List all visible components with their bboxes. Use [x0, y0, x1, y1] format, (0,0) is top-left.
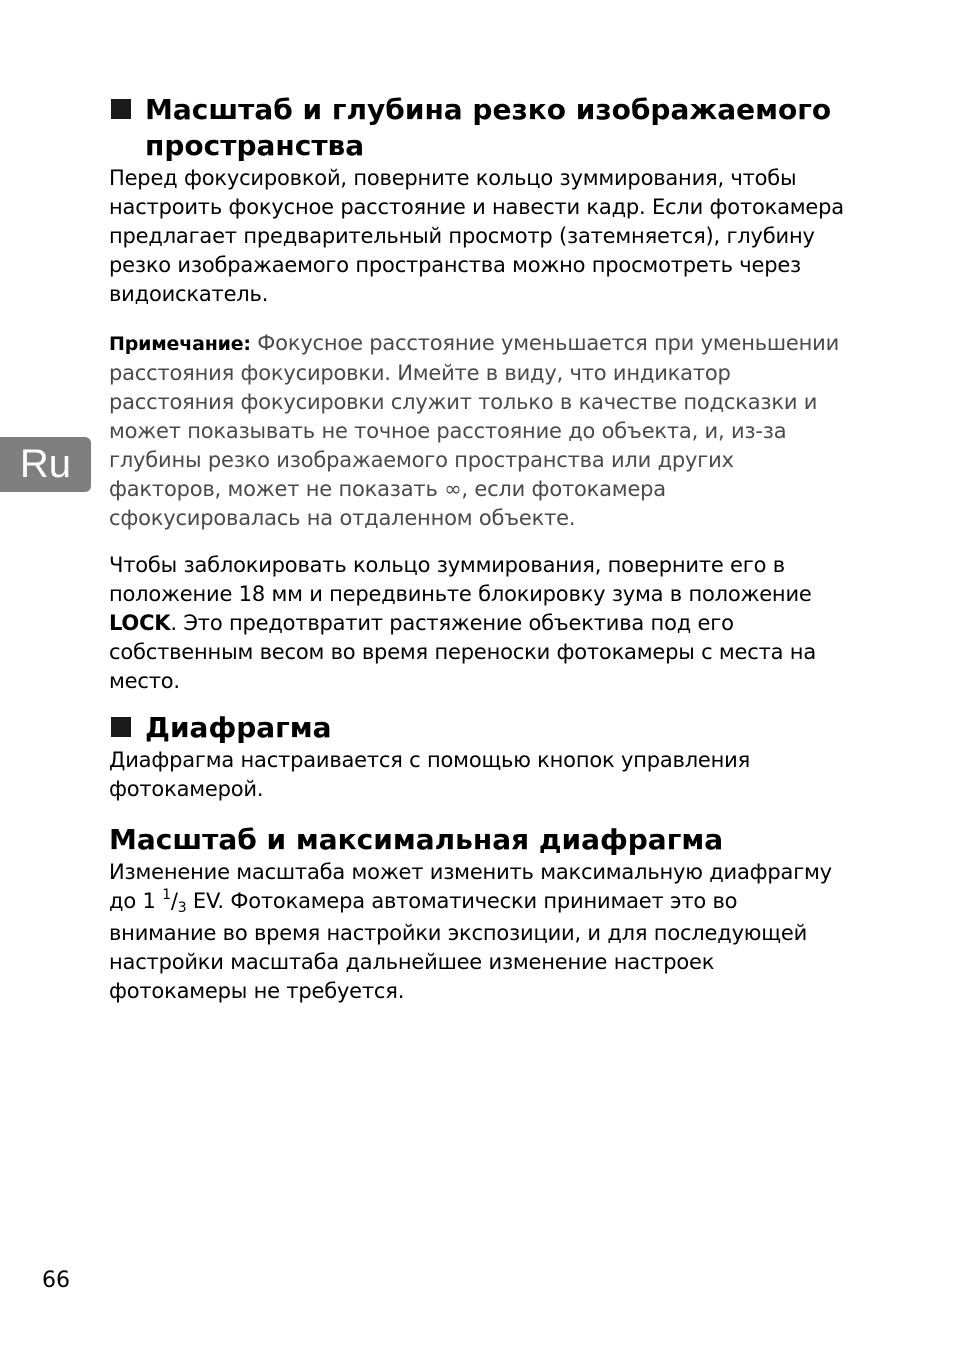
section-heading-aperture: [109, 710, 849, 746]
section-title: Масштаб и глубина резко изображаемого пространства: [145, 93, 832, 162]
paragraph-aperture: Диафрагма настраивается с помощью кнопок управления фотокамерой.: [109, 748, 751, 801]
section-heading-zoom-depth: [109, 92, 849, 164]
lock-text-after: . Это предотвратит растяжение объектива под его собственным весом во время переноски фотокамеры с места на место.: [109, 611, 816, 693]
text-after-fraction: EV. Фотокамера автоматически принимает это во внимание во время настройки экспозиции, и для последующей настройки масштаба дальнейшее изменение настроек фотокамеры не требуется.: [109, 889, 808, 1003]
lock-text-before: Чтобы заблокировать кольцо зуммирования, поверните его в положение 18 мм и передвиньте блокировку зума в положение: [109, 553, 812, 606]
fraction-slash: /: [170, 889, 178, 913]
fraction-numerator: 1: [162, 887, 171, 903]
lock-word: LOCK: [109, 611, 171, 635]
square-bullet-icon: [111, 717, 131, 737]
note-label: Примечание:: [109, 333, 251, 355]
page-number: 66: [42, 1268, 70, 1293]
language-tab: Ru: [0, 437, 91, 492]
square-bullet-icon: [111, 99, 131, 119]
note-text: Фокусное расстояние уменьшается при уменьшении расстояния фокусировки. Имейте в виду, что индикатор расстояния фокусировки служит только в качестве подсказки и может показывать не точное расстояние до объекта, и, из-за глубины резко изображаемого пространства или других факторов, может не показать ∞, если фотокамера сфокусировалась на отдаленном объекте.: [109, 331, 840, 530]
note-block: [109, 329, 849, 533]
fraction-denominator: 3: [177, 900, 187, 916]
page-content: [109, 92, 849, 1006]
paragraph-max-aperture: [109, 858, 849, 1006]
text-before-fraction: Изменение масштаба может изменить максимальную диафрагму до 1: [109, 860, 832, 913]
section-heading-zoom-max-aperture: Масштаб и максимальная диафрагма: [109, 823, 724, 856]
paragraph-focusing: Перед фокусировкой, поверните кольцо зуммирования, чтобы настроить фокусное расстояние и навести кадр. Если фотокамера предлагает предварительный просмотр (затемняется), глубину резко изображаемого пространства можно просмотреть через видоискатель.: [109, 166, 844, 306]
section-title: Диафрагма: [145, 711, 332, 744]
paragraph-zoom-lock: [109, 551, 849, 696]
